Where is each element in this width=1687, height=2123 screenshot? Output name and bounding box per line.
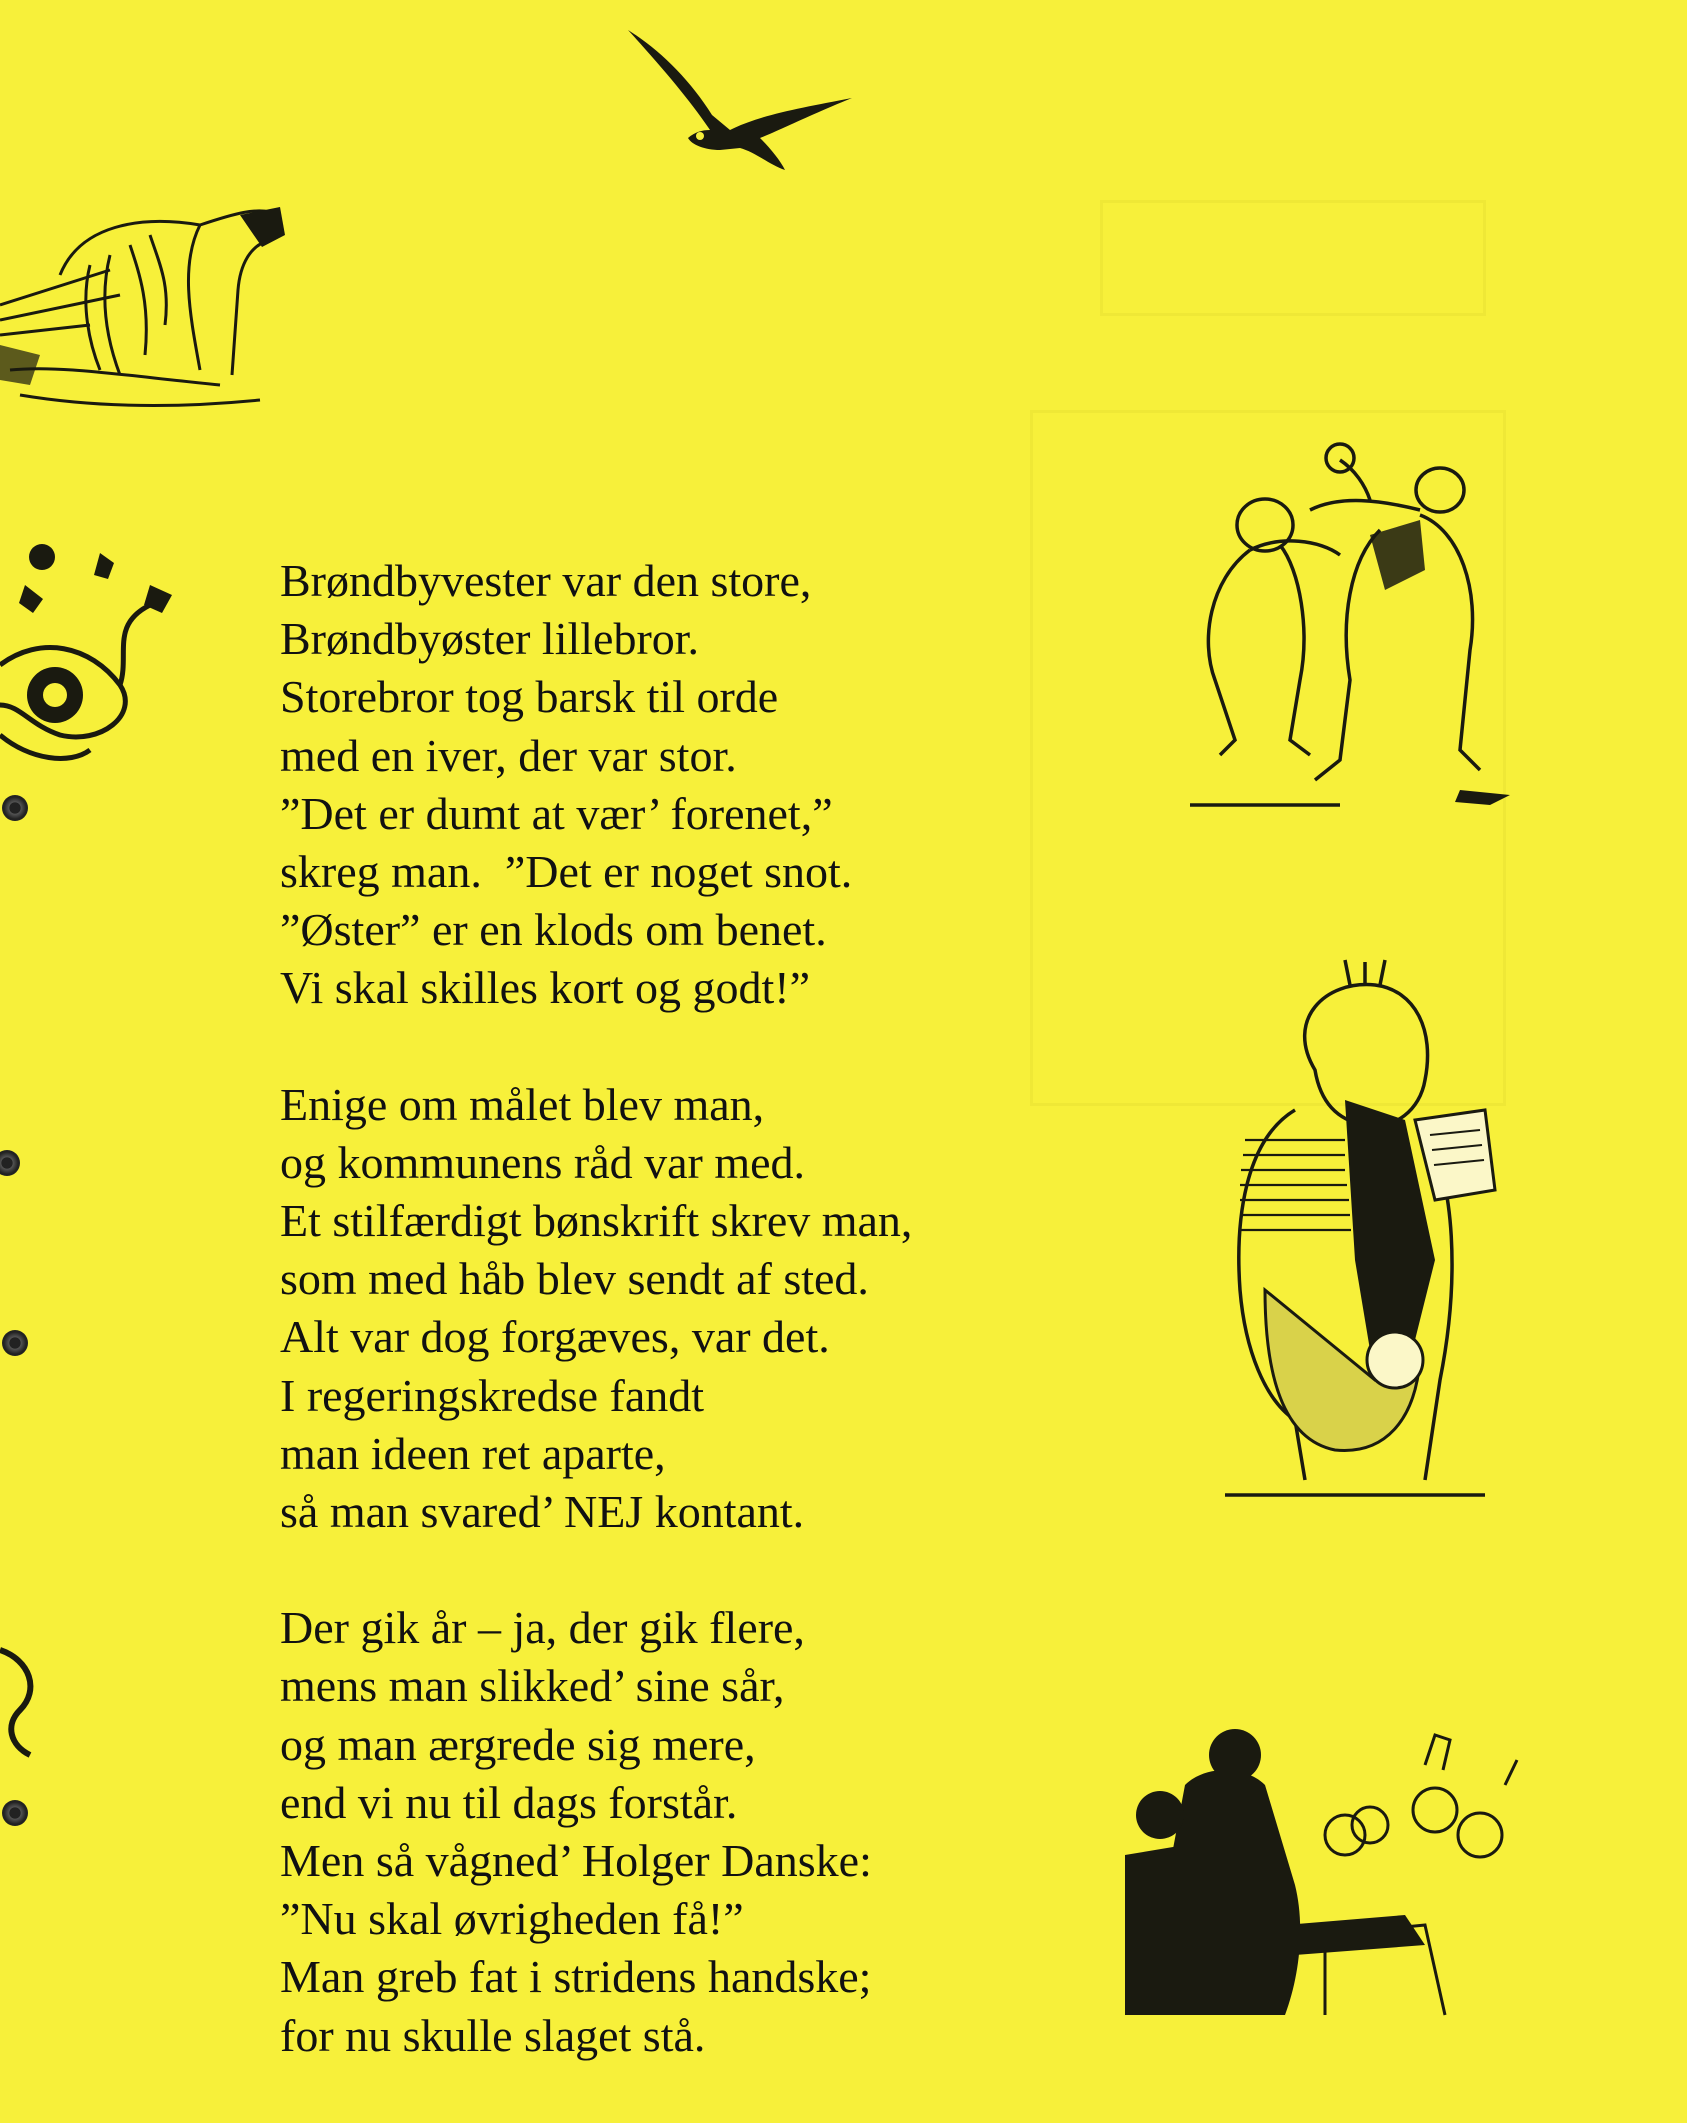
- poem: [280, 552, 1040, 2123]
- poem-line: og kommunens råd var med.: [280, 1136, 806, 1188]
- ornament-dot-icon: [0, 1150, 20, 1176]
- poem-line: som med håb blev sendt af sted.: [280, 1253, 869, 1305]
- plough-horses-icon: [0, 195, 300, 425]
- poem-line: ”Det er dumt at vær’ forenet,”: [280, 787, 833, 839]
- poem-line: Alt var dog forgæves, var det.: [280, 1311, 830, 1363]
- poem-line: så man svared’ NEJ kontant.: [280, 1486, 805, 1538]
- shouting-assembly-icon: [1125, 1725, 1525, 2025]
- flying-bird-icon: [620, 20, 860, 180]
- poem-line: Enige om målet blev man,: [280, 1078, 765, 1130]
- poem-line: ”Nu skal øvrigheden få!”: [280, 1893, 744, 1945]
- poem-line: Vi skal skilles kort og godt!”: [280, 962, 811, 1014]
- poem-line: og man ærgrede sig mere,: [280, 1718, 756, 1770]
- poem-line: mens man slikked’ sine sår,: [280, 1660, 785, 1712]
- poem-line: Der gik år – ja, der gik flere,: [280, 1602, 805, 1654]
- poem-line: med en iver, der var stor.: [280, 729, 737, 781]
- poem-line: Et stilfærdigt bønskrift skrev man,: [280, 1195, 913, 1247]
- poem-line: Brøndbyvester var den store,: [280, 555, 812, 606]
- stanza-1: [280, 552, 1040, 1018]
- poem-line: Brøndbyøster lillebror.: [280, 613, 700, 665]
- poem-line: Storebror tog barsk til orde: [280, 671, 779, 723]
- poem-line: ”Øster” er en klods om benet.: [280, 904, 827, 956]
- stanza-3: [280, 1599, 1040, 2065]
- ornament-dot-icon: [2, 795, 28, 821]
- ornament-dot-icon: [2, 1330, 28, 1356]
- stanza-2: [280, 1076, 1040, 1542]
- floral-ornament-icon: [0, 1640, 50, 1760]
- poem-line: man ideen ret aparte,: [280, 1427, 666, 1479]
- poem-line: end vi nu til dags forstår.: [280, 1776, 738, 1828]
- two-men-scuffle-icon: [1190, 440, 1520, 820]
- poem-line: skreg man. ”Det er noget snot.: [280, 846, 853, 898]
- poem-line: Man greb fat i stridens handske;: [280, 1951, 872, 2003]
- poem-line: Men så vågned’ Holger Danske:: [280, 1835, 872, 1887]
- floral-ornament-icon: [0, 545, 190, 775]
- bleed-through-frame: [1100, 200, 1486, 316]
- poem-line: for nu skulle slaget stå.: [280, 2009, 706, 2061]
- ornament-dot-icon: [2, 1800, 28, 1826]
- man-reading-paper-icon: [1225, 960, 1525, 1500]
- poem-line: I regeringskredse fandt: [280, 1369, 705, 1421]
